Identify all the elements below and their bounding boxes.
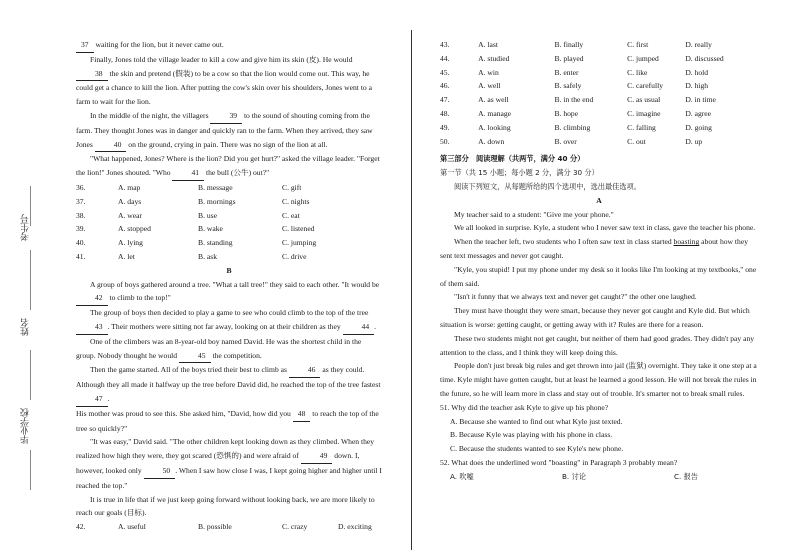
text: the skin and pretend (假装) to be a cow so that the lion would come out. This way, he could get a chance to kill the lion. After putting the cow's skin over his shoulders, Jones went to a farm to wait for the lion.	[76, 68, 372, 107]
option-row-42	[76, 520, 382, 534]
left-column	[76, 38, 382, 534]
blank: 39	[210, 109, 242, 124]
margin-line	[30, 250, 31, 310]
question-number: 44.	[440, 53, 450, 63]
paragraph	[76, 363, 382, 406]
option-a: A. studied	[478, 53, 510, 63]
option-a: A. looking	[478, 122, 511, 132]
blank: 48	[293, 407, 311, 422]
paragraph: We all looked in surprise. Kyle, a student who I never saw text in class, gave the teacher his phone.	[454, 223, 756, 233]
text: One of the climbers was an 8-year-old boy named David. He was the shortest child in the group. Nobody thought he would	[76, 336, 362, 360]
paragraph	[76, 38, 382, 53]
text: .	[107, 393, 110, 403]
option-c: C. out	[627, 136, 646, 146]
option-row	[440, 52, 758, 66]
paragraph	[76, 335, 382, 364]
blank: 43	[76, 320, 108, 335]
paragraph	[76, 53, 382, 109]
option-row	[76, 250, 382, 264]
text: the bull (公牛) out?"	[205, 168, 270, 178]
question-number: 50.	[440, 136, 450, 146]
text: down. I, however, looked only	[76, 451, 360, 475]
option-a: A. map	[118, 182, 141, 192]
option-c: C. like	[627, 67, 648, 77]
q52-options	[440, 470, 758, 484]
option-row	[440, 93, 758, 107]
question-number: 40.	[76, 238, 86, 248]
option-b: B. over	[554, 136, 577, 146]
option-b: B. ask	[198, 251, 217, 261]
option-c: C. imagine	[627, 108, 661, 118]
text: to the sound of shouting coming from the farm. They thought Jones was in danger and quickly ran to the farm. When they arrived, they saw Jones	[76, 110, 373, 149]
paragraph: These two students might not get caught, but neither of them had good grades. They didn't pay any attention to the class, and I think they will keep doing this.	[440, 333, 755, 357]
q52-option-b: B. 讨论	[562, 471, 586, 481]
option-a: A. let	[118, 251, 135, 261]
option-row	[440, 121, 758, 135]
option-c: C. nights	[282, 196, 310, 206]
option-b: B. mornings	[198, 196, 236, 206]
option-d: D. exciting	[338, 522, 372, 532]
option-c: C. first	[627, 40, 649, 49]
section1-heading: 第一节（共 15 小题；每小题 2 分，满分 30 分）	[440, 168, 599, 178]
option-c: C. drive	[282, 251, 307, 261]
paragraph	[76, 435, 382, 492]
blank: 40	[95, 138, 127, 153]
text: .	[374, 321, 377, 331]
question-number: 46.	[440, 81, 450, 91]
option-b: B. wake	[198, 224, 223, 234]
name-label: 姓名	[20, 318, 30, 336]
text: In the middle of the night, the villagers	[90, 110, 209, 120]
blank: 46	[289, 363, 321, 378]
margin-line	[30, 350, 31, 400]
option-b: B. use	[198, 210, 217, 220]
option-b: B. message	[198, 182, 233, 192]
blank: 41	[172, 166, 204, 181]
text: . Their mothers were sitting not far away, looking on at their children as they	[107, 321, 341, 331]
text: as they could. Although they all made it halfway up the tree before David did, he reached the top of the tree fastest	[76, 365, 381, 390]
paragraph	[440, 235, 758, 263]
option-a: A. win	[478, 67, 499, 77]
option-a: A. stopped	[118, 224, 151, 234]
q51-option: C. Because the students wanted to see Kyle's new phone.	[450, 444, 624, 454]
option-b: B. played	[554, 53, 584, 63]
option-b: B. standing	[198, 238, 233, 248]
option-row	[440, 79, 758, 93]
option-row	[76, 222, 382, 236]
paragraph: They must have thought they were smart, because they never got caught and Kyle did. But which situation is worse: getting caught, or getting away with it? Rules are there for a reason.	[440, 306, 750, 329]
option-b: B. climbing	[554, 122, 591, 132]
right-column	[440, 38, 758, 484]
option-a: A. last	[478, 40, 498, 49]
q51-option: A. Because she wanted to find out what Kyle just texted.	[450, 416, 623, 426]
option-row	[76, 195, 382, 209]
question-number: 38.	[76, 210, 86, 220]
exam-no-label: 考生号	[20, 214, 30, 241]
option-row	[76, 236, 382, 250]
question-51: 51. Why did the teacher ask Kyle to give up his phone?	[440, 402, 609, 412]
option-a: A. as well	[478, 95, 509, 105]
paragraph	[76, 306, 382, 335]
question-52: 52. What does the underlined word "boasting" in Paragraph 3 probably mean?	[440, 457, 678, 467]
option-row	[76, 181, 382, 195]
text: "It was easy," David said. "The other children kept looking down as they climbed. When they realized how high they were, they got scared (恐惧的) and were afraid of	[76, 437, 375, 461]
option-a: A. manage	[478, 108, 512, 118]
option-b: B. enter	[554, 67, 579, 77]
underlined-word: boasting	[673, 237, 700, 247]
text: on the ground, crying in pain. There was no sign of the lion at all.	[128, 139, 328, 149]
option-row	[440, 107, 758, 121]
question-number: 45.	[440, 67, 450, 77]
options-36-41	[76, 181, 382, 264]
instruction: 阅读下列短文，从每题所给的四个选项中，选出最佳选项。	[454, 181, 641, 191]
question-number: 49.	[440, 122, 450, 132]
option-c: C. jumped	[627, 53, 659, 63]
blank: 38	[76, 67, 108, 82]
question-number: 42.	[76, 522, 86, 532]
q52-option-c: C. 报告	[674, 471, 698, 481]
text: . When I saw how close I was, I kept going higher and higher until I reached the top."	[76, 465, 382, 490]
blank: 50	[144, 464, 176, 479]
option-c: C. listened	[282, 224, 315, 234]
option-c: C. eat	[282, 210, 300, 220]
option-c: C. falling	[627, 122, 656, 132]
text: "What happened, Jones? Where is the lion? Did you get hurt?" asked the village leader. "Forget the lion!" Jones shouted. "Who	[76, 154, 380, 178]
section-b-heading: B	[226, 265, 232, 275]
text: Finally, Jones told the village leader to kill a cow and give him its skin (皮). He would	[90, 54, 353, 64]
option-d: D. high	[685, 81, 709, 91]
text: to reach the top of the tree so quickly?"	[76, 408, 379, 433]
blank: 47	[76, 392, 108, 407]
option-c: C. as usual	[627, 95, 661, 105]
option-d: D. agree	[685, 108, 712, 118]
option-a: A. days	[118, 196, 142, 206]
question-number: 41.	[76, 251, 86, 261]
text: A group of boys gathered around a tree. "What a tall tree!" they said to each other. "It would be	[90, 279, 380, 289]
option-d: D. in time	[685, 95, 716, 105]
option-b: B. finally	[554, 40, 584, 49]
text: the competition.	[212, 350, 262, 360]
text: When the teacher left, two students who I often saw text in class started	[454, 237, 672, 247]
option-b: B. in the end	[554, 95, 594, 105]
q51-option: B. Because Kyle was playing with his phone in class.	[450, 430, 613, 440]
option-row	[440, 66, 758, 80]
option-a: A. lying	[118, 238, 143, 248]
question-number: 36.	[76, 182, 86, 192]
option-row	[76, 209, 382, 223]
text: to climb to the top!"	[109, 293, 171, 303]
blank: 49	[301, 449, 333, 464]
paragraph	[76, 407, 382, 436]
option-row	[440, 38, 758, 52]
option-a: A. wear	[118, 210, 143, 220]
column-divider	[411, 30, 412, 550]
blank: 45	[179, 349, 211, 364]
option-d: D. going	[685, 122, 712, 132]
option-d: D. up	[685, 136, 703, 146]
option-d: D. hold	[685, 67, 709, 77]
paragraph: "Isn't it funny that we always text and never get caught?" the other one laughed.	[454, 292, 697, 302]
text: His mother was proud to see this. She asked him, "David, how did you	[76, 408, 291, 418]
question-number: 43.	[440, 40, 450, 49]
paragraph	[76, 152, 382, 181]
part3-heading: 第三部分 阅读理解（共两节，满分 40 分）	[440, 154, 585, 164]
paragraph: People don't just break big rules and get thrown into jail (监狱) overnight. They take it one step at a time. Kyle might have gotten caught, but at least he learned a good lesson. He will not break the rules in the future, so he will learn more in class and stay out of trouble. It's smarter not to break small rules.	[440, 361, 757, 398]
blank: 44	[343, 320, 375, 335]
text: Then the game started. All of the boys tried their best to climb as	[90, 365, 287, 375]
option-a: A. well	[478, 81, 501, 91]
option-c: C. gift	[282, 182, 302, 192]
option-c: C. carefully	[627, 81, 664, 91]
paragraph: "Kyle, you stupid! I put my phone under my desk so it looks like I'm looking at my textbooks," one of them said.	[440, 264, 757, 288]
margin-line	[30, 450, 31, 490]
school-label: 毕业学校	[20, 408, 30, 444]
q52-option-a: A. 吹嘘	[450, 471, 474, 481]
text: The group of boys then decided to play a game to see who could climb to the top of the tree	[90, 308, 369, 318]
text: waiting for the lion, but it never came out.	[95, 40, 224, 49]
blank: 37	[76, 38, 94, 53]
text: about how they sent text messages and never got caught.	[440, 237, 748, 260]
option-a: A. useful	[118, 522, 146, 532]
options-43-50	[440, 38, 758, 148]
option-b: B. hope	[554, 108, 579, 118]
option-d: D. really	[685, 40, 712, 49]
option-row	[440, 135, 758, 149]
option-d: D. discussed	[685, 53, 724, 63]
option-b: B. safely	[554, 81, 582, 91]
paragraph: My teacher said to a student: "Give me your phone."	[454, 209, 614, 219]
question-number: 48.	[440, 108, 450, 118]
paragraph	[76, 278, 382, 307]
question-number: 37.	[76, 196, 86, 206]
paragraph	[76, 109, 382, 152]
option-a: A. down	[478, 136, 505, 146]
passage-a-heading: A	[596, 195, 602, 205]
option-c: C. jumping	[282, 238, 317, 248]
option-c: C. crazy	[282, 522, 308, 532]
question-number: 47.	[440, 95, 450, 105]
option-b: B. possible	[198, 522, 232, 532]
blank: 42	[76, 291, 108, 306]
paragraph: It is true in life that if we just keep going forward without looking back, we are more likely to reach our goals (目标).	[76, 494, 375, 518]
question-number: 39.	[76, 224, 86, 234]
